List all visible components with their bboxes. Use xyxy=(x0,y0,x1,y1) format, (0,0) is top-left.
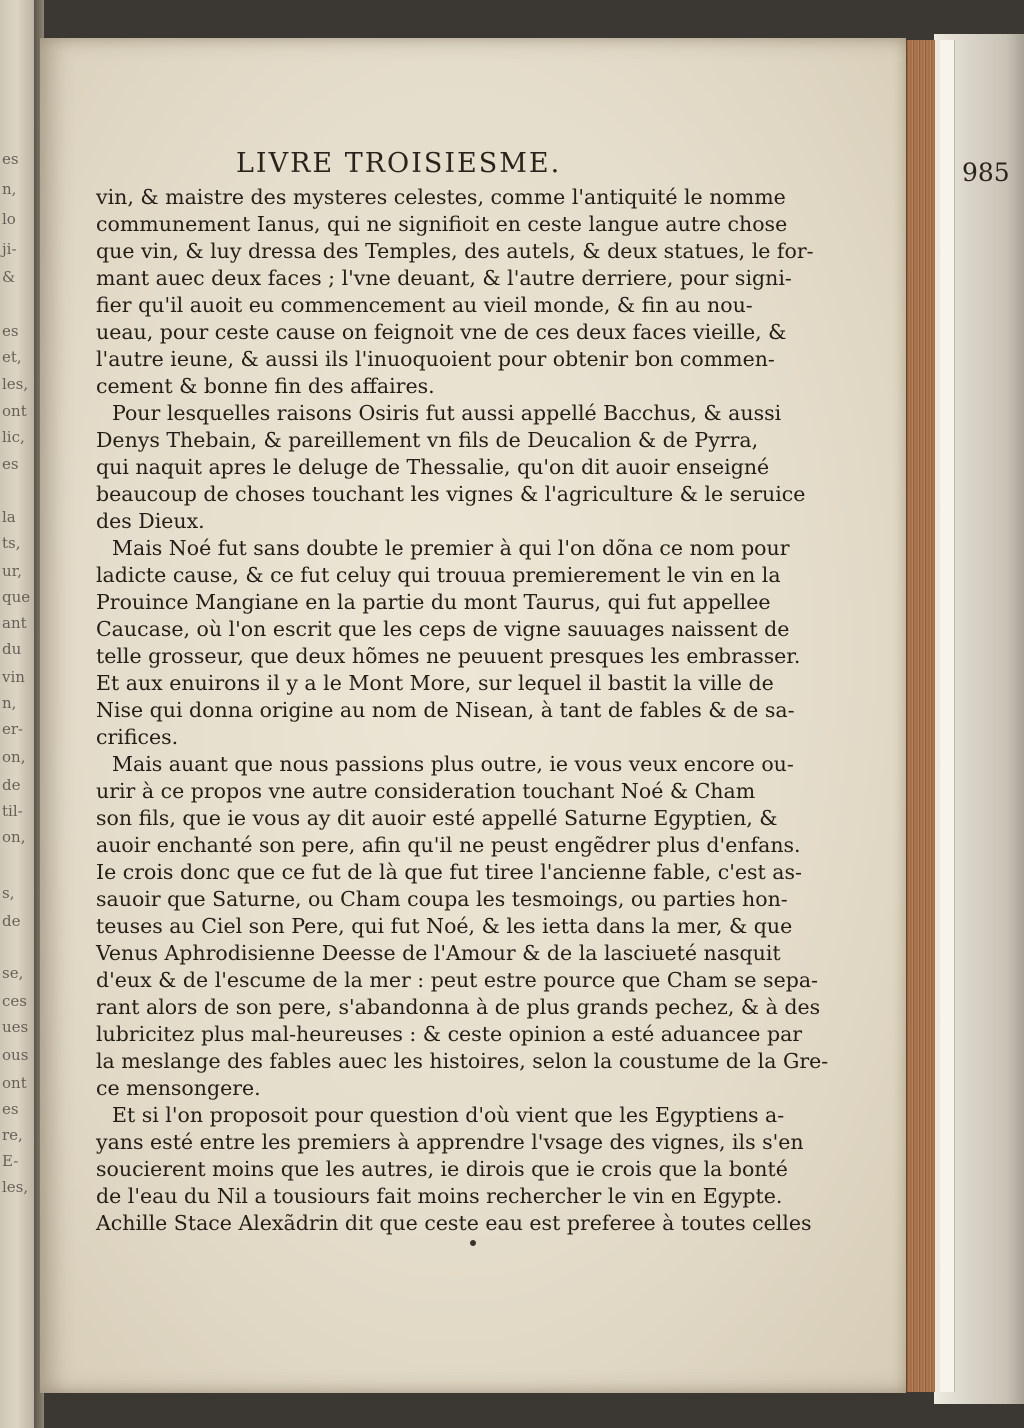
text-line: Pour lesquelles raisons Osiris fut aussi appellé Bacchus, & aussi xyxy=(112,401,782,425)
margin-fragment: n, xyxy=(2,180,17,198)
board-paper-strip xyxy=(940,40,955,1392)
margin-fragment: ous xyxy=(2,1046,29,1064)
margin-fragment: ts, xyxy=(2,534,21,552)
margin-fragment: ont xyxy=(2,1074,27,1092)
text-line: communement Ianus, qui ne signifioit en ceste langue autre chose xyxy=(96,212,788,236)
margin-fragment: du xyxy=(2,640,22,658)
text-line: auoir enchanté son pere, afin qu'il ne peust engẽdrer plus d'enfans. xyxy=(96,833,801,857)
margin-fragment: es xyxy=(2,322,19,340)
margin-fragment: la xyxy=(2,508,16,526)
margin-fragment: ces xyxy=(2,992,27,1010)
text-line: Mais Noé fut sans doubte le premier à qui l'on dõna ce nom pour xyxy=(112,536,790,560)
margin-fragment: les, xyxy=(2,375,29,393)
text-line: ladicte cause, & ce fut celuy qui trouua premierement le vin en la xyxy=(96,563,781,587)
text-line: Denys Thebain, & pareillement vn fils de Deucalion & de Pyrra, xyxy=(96,428,759,452)
margin-fragment: ji- xyxy=(2,240,17,258)
margin-fragment: on, xyxy=(2,828,26,846)
text-line: mant auec deux faces ; l'vne deuant, & l'autre derriere, pour signi- xyxy=(96,266,792,290)
text-line: yans esté entre les premiers à apprendre l'vsage des vignes, ils s'en xyxy=(96,1130,804,1154)
text-line: ce mensongere. xyxy=(96,1076,261,1100)
text-line: Venus Aphrodisienne Deesse de l'Amour & de la lasciueté nasquit xyxy=(96,941,781,965)
margin-fragment: lo xyxy=(2,210,16,228)
text-line: Ie crois donc que ce fut de là que fut tiree l'ancienne fable, c'est as- xyxy=(96,860,802,884)
text-line: de l'eau du Nil a tousiours fait moins rechercher le vin en Egypte. xyxy=(96,1184,783,1208)
margin-fragment: es xyxy=(2,150,19,168)
margin-fragment: s, xyxy=(2,884,15,902)
text-line: la meslange des fables auec les histoires, selon la coustume de la Gre- xyxy=(96,1049,829,1073)
margin-fragment: se, xyxy=(2,964,24,982)
previous-page-edge xyxy=(0,0,36,1428)
page-number: 985 xyxy=(962,158,1010,187)
margin-fragment: er- xyxy=(2,720,24,738)
text-line: vin, & maistre des mysteres celestes, comme l'antiquité le nomme xyxy=(96,185,786,209)
text-line: urir à ce propos vne autre consideration touchant Noé & Cham xyxy=(96,779,756,803)
text-line: Et aux enuirons il y a le Mont More, sur lequel il bastit la ville de xyxy=(96,671,774,695)
text-line: soucierent moins que les autres, ie dirois que ie crois que la bonté xyxy=(96,1157,788,1181)
margin-fragment: & xyxy=(2,268,16,286)
text-line: ueau, pour ceste cause on feignoit vne de ces deux faces vieille, & xyxy=(96,320,787,344)
book-page xyxy=(40,38,1010,1393)
page-fore-edge xyxy=(906,40,935,1392)
margin-fragment: es xyxy=(2,455,19,473)
ink-dot xyxy=(470,1240,476,1246)
text-line: Prouince Mangiane en la partie du mont Taurus, qui fut appellee xyxy=(96,590,771,614)
body-text xyxy=(96,184,829,1237)
text-line: cement & bonne fin des affaires. xyxy=(96,374,435,398)
text-line: d'eux & de l'escume de la mer : peut estre pource que Cham se sepa- xyxy=(96,968,818,992)
margin-fragment: vin xyxy=(2,668,25,686)
text-line: des Dieux. xyxy=(96,509,205,533)
margin-fragment: les, xyxy=(2,1178,29,1196)
text-line: sauoir que Saturne, ou Cham coupa les tesmoings, ou parties hon- xyxy=(96,887,788,911)
margin-fragment: ont xyxy=(2,402,27,420)
margin-fragment: re, xyxy=(2,1126,23,1144)
margin-fragment: lic, xyxy=(2,428,25,446)
margin-fragment: on, xyxy=(2,748,26,766)
text-line: l'autre ieune, & aussi ils l'inuoquoient pour obtenir bon commen- xyxy=(96,347,775,371)
margin-fragment: de xyxy=(2,776,21,794)
margin-fragment: que xyxy=(2,588,31,606)
text-line: Mais auant que nous passions plus outre, ie vous veux encore ou- xyxy=(112,752,794,776)
text-line: Achille Stace Alexãdrin dit que ceste eau est preferee à toutes celles xyxy=(96,1211,812,1235)
text-line: teuses au Ciel son Pere, qui fut Noé, & les ietta dans la mer, & que xyxy=(96,914,793,938)
text-line: qui naquit apres le deluge de Thessalie, qu'on dit auoir enseigné xyxy=(96,455,770,479)
margin-fragment: E- xyxy=(2,1152,19,1170)
margin-fragment: ues xyxy=(2,1018,29,1036)
text-line: que vin, & luy dressa des Temples, des autels, & deux statues, le for- xyxy=(96,239,814,263)
text-line: rant alors de son pere, s'abandonna à de plus grands pechez, & à des xyxy=(96,995,821,1019)
margin-fragment: ur, xyxy=(2,562,22,580)
margin-fragment: et, xyxy=(2,348,22,366)
text-line: son fils, que ie vous ay dit auoir esté appellé Saturne Egyptien, & xyxy=(96,806,778,830)
margin-fragment: til- xyxy=(2,802,23,820)
running-head: LIVRE TROISIESME. xyxy=(236,148,562,179)
margin-fragment: es xyxy=(2,1100,19,1118)
text-line: Caucase, où l'on escrit que les ceps de vigne sauuages naissent de xyxy=(96,617,790,641)
margin-fragment: n, xyxy=(2,694,17,712)
margin-fragment: de xyxy=(2,912,21,930)
margin-fragment: ant xyxy=(2,614,27,632)
text-line: telle grosseur, que deux hõmes ne peuuent presques les embrasser. xyxy=(96,644,801,668)
text-line: Et si l'on proposoit pour question d'où vient que les Egyptiens a- xyxy=(112,1103,785,1127)
text-line: crifices. xyxy=(96,725,179,749)
text-line: Nise qui donna origine au nom de Nisean, à tant de fables & de sa- xyxy=(96,698,795,722)
text-line: fier qu'il auoit eu commencement au vieil monde, & fin au nou- xyxy=(96,293,753,317)
text-line: beaucoup de choses touchant les vignes & l'agriculture & le seruice xyxy=(96,482,806,506)
text-line: lubricitez plus mal-heureuses : & ceste opinion a esté aduancee par xyxy=(96,1022,803,1046)
